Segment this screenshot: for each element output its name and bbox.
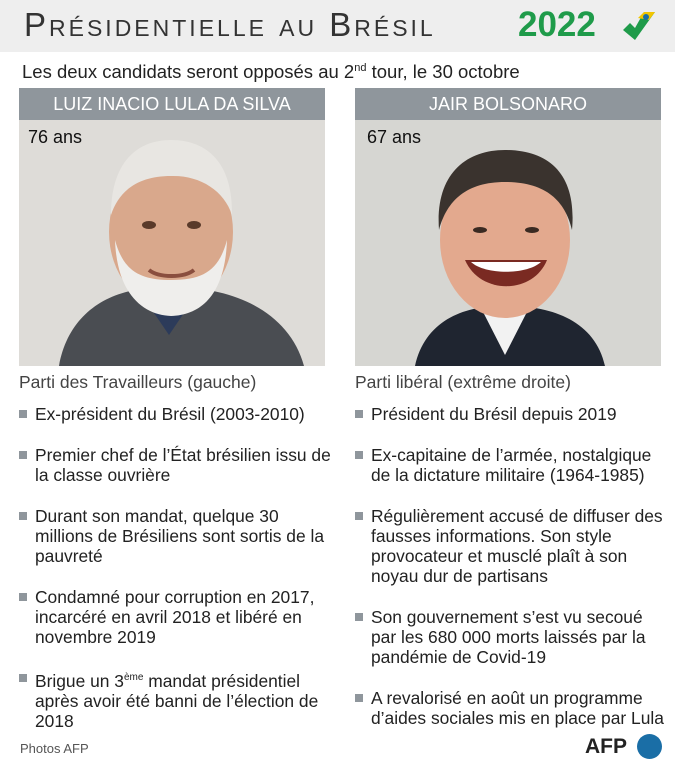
square-bullet-icon	[355, 613, 363, 621]
facts-bolsonaro	[355, 404, 667, 749]
afp-logo	[585, 734, 663, 760]
party-bolsonaro: Parti libéral (extrême droite)	[355, 372, 571, 392]
fact-item: Son gouvernement s’est vu secoué par les 680 000 morts laissés par la pandémie de Covid-19	[355, 607, 667, 667]
age-bolsonaro: 67 ans	[367, 127, 422, 147]
afp-logo-text: AFP	[585, 735, 627, 758]
square-bullet-icon	[19, 593, 27, 601]
year-label: 2022	[518, 5, 596, 44]
square-bullet-icon	[355, 451, 363, 459]
candidate-name-lula: LUIZ INACIO LULA DA SILVA	[19, 88, 325, 120]
fact-item: Régulièrement accusé de diffuser des fausses informations. Son style provocateur et musclé plaît à son noyau dur de partisans	[355, 506, 667, 586]
square-bullet-icon	[19, 410, 27, 418]
fact-item: Président du Brésil depuis 2019	[355, 404, 667, 424]
lula-portrait-icon	[19, 120, 325, 366]
square-bullet-icon	[355, 694, 363, 702]
fact-item: Condamné pour corruption en 2017, incarcéré en avril 2018 et libéré en novembre 2019	[19, 587, 331, 647]
square-bullet-icon	[355, 410, 363, 418]
photo-lula	[19, 120, 325, 366]
bolsonaro-portrait-icon	[355, 120, 661, 366]
photo-credit: Photos AFP	[20, 741, 89, 756]
photo-bolsonaro	[355, 120, 661, 366]
fact-item: A revalorisé en août un programme d’aides sociales mis en place par Lula	[355, 688, 667, 728]
facts-lula	[19, 404, 331, 752]
fact-item: Ex-président du Brésil (2003-2010)	[19, 404, 331, 424]
afp-dot-icon	[637, 734, 662, 759]
square-bullet-icon	[355, 512, 363, 520]
subtitle: Les deux candidats seront opposés au 2nd tour, le 30 octobre	[22, 61, 520, 82]
fact-item: Premier chef de l’État brésilien issu de la classe ouvrière	[19, 445, 331, 485]
fact-item: Durant son mandat, quelque 30 millions de Brésiliens sont sortis de la pauvreté	[19, 506, 331, 566]
fact-item: Ex-capitaine de l’armée, nostalgique de la dictature militaire (1964-1985)	[355, 445, 667, 485]
square-bullet-icon	[19, 512, 27, 520]
party-lula: Parti des Travailleurs (gauche)	[19, 372, 257, 392]
square-bullet-icon	[19, 451, 27, 459]
candidate-name-bolsonaro: JAIR BOLSONARO	[355, 88, 661, 120]
fact-item: Brigue un 3ème mandat présidentiel après avoir été banni de l’élection de 2018	[19, 668, 331, 731]
page-title: Présidentielle au Brésil	[24, 6, 436, 43]
square-bullet-icon	[19, 674, 27, 682]
age-lula: 76 ans	[28, 127, 83, 147]
brazil-flag-check-icon	[620, 8, 658, 42]
